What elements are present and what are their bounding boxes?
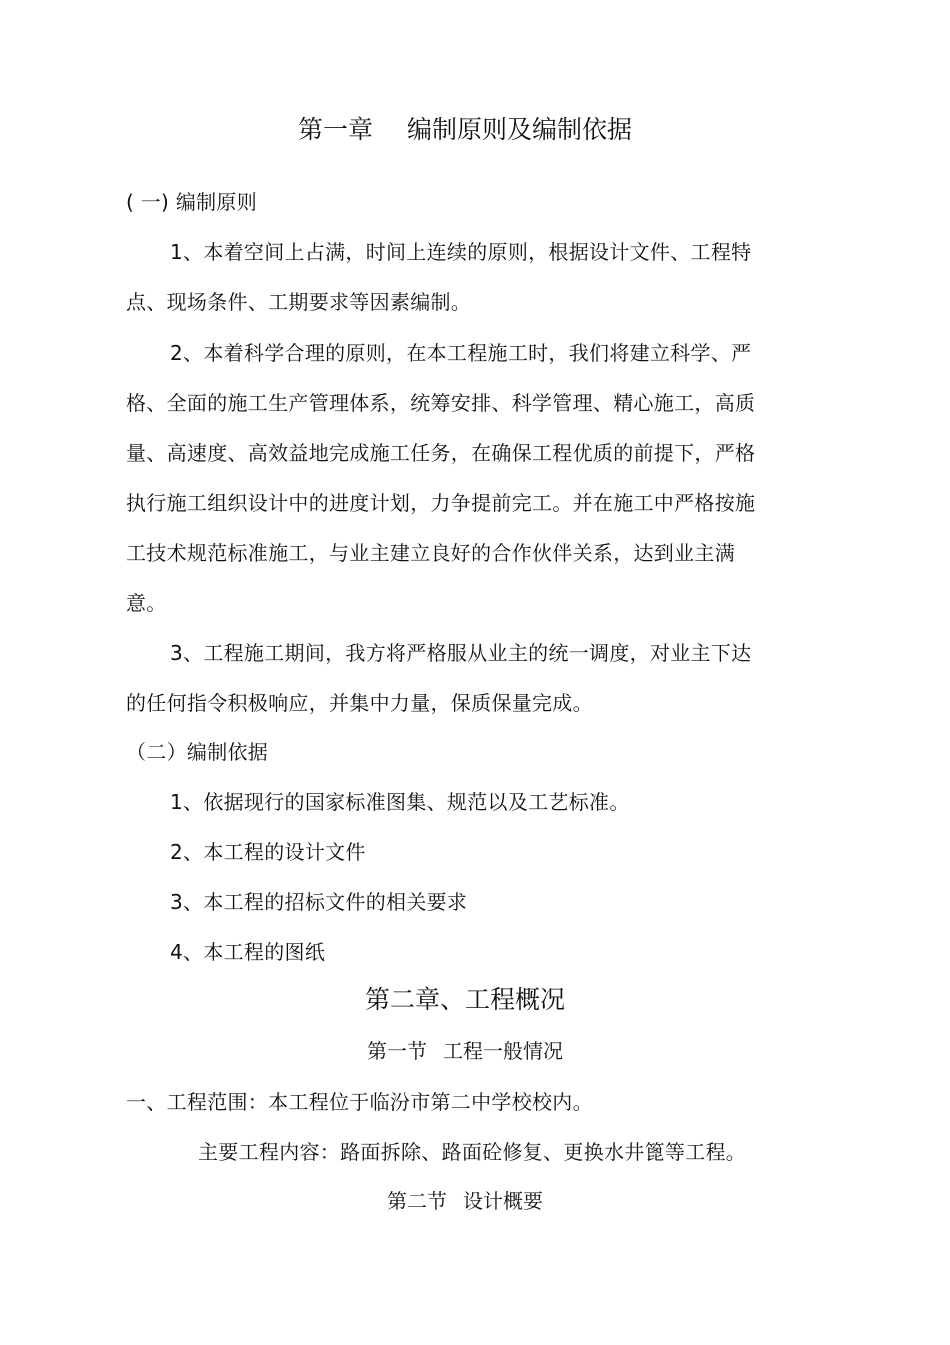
section-number: 第一节 [367,1039,427,1063]
paragraph-line: 一、工程范围：本工程位于临汾市第二中学校校内。 [126,1090,593,1114]
list-item: 2、本工程的设计文件 [170,840,366,864]
section-text: 工程一般情况 [443,1039,563,1063]
list-item: 1、依据现行的国家标准图集、规范以及工艺标准。 [170,790,630,814]
paragraph-line: 的任何指令积极响应，并集中力量，保质保量完成。 [126,691,593,715]
paragraph-line: 1、本着空间上占满，时间上连续的原则，根据设计文件、工程特 [170,240,752,264]
paragraph-line: 主要工程内容：路面拆除、路面砼修复、更换水井篦等工程。 [198,1140,747,1164]
paragraph-line: 执行施工组织设计中的进度计划，力争提前完工。并在施工中严格按施 [126,491,756,515]
chapter1-title-number: 第一章 [297,115,373,144]
paragraph-line: 意。 [126,591,167,615]
list-item: 3、本工程的招标文件的相关要求 [170,890,468,914]
section-title-general [0,1038,930,1064]
paragraph-line: 工技术规范标准施工，与业主建立良好的合作伙伴关系，达到业主满 [126,541,735,565]
paragraph-line: 2、本着科学合理的原则，在本工程施工时，我们将建立科学、严 [170,341,752,365]
section-title-design [0,1188,930,1214]
section-text: 设计概要 [463,1189,543,1213]
section-heading-principles: ( 一) 编制原则 [126,190,258,214]
chapter2-title: 第二章、工程概况 [364,985,565,1014]
chapter1-title [0,114,930,146]
paragraph-line: 3、工程施工期间，我方将严格服从业主的统一调度，对业主下达 [170,641,752,665]
section-heading-basis: （二）编制依据 [126,740,269,764]
paragraph-line: 格、全面的施工生产管理体系，统筹安排、科学管理、精心施工，高质 [126,391,756,415]
paragraph-line: 点、现场条件、工期要求等因素编制。 [126,290,472,314]
chapter1-title-text: 编制原则及编制依据 [407,115,633,144]
section-number: 第二节 [387,1189,447,1213]
paragraph-line: 量、高速度、高效益地完成施工任务，在确保工程优质的前提下，严格 [126,441,756,465]
list-item: 4、本工程的图纸 [170,940,326,964]
